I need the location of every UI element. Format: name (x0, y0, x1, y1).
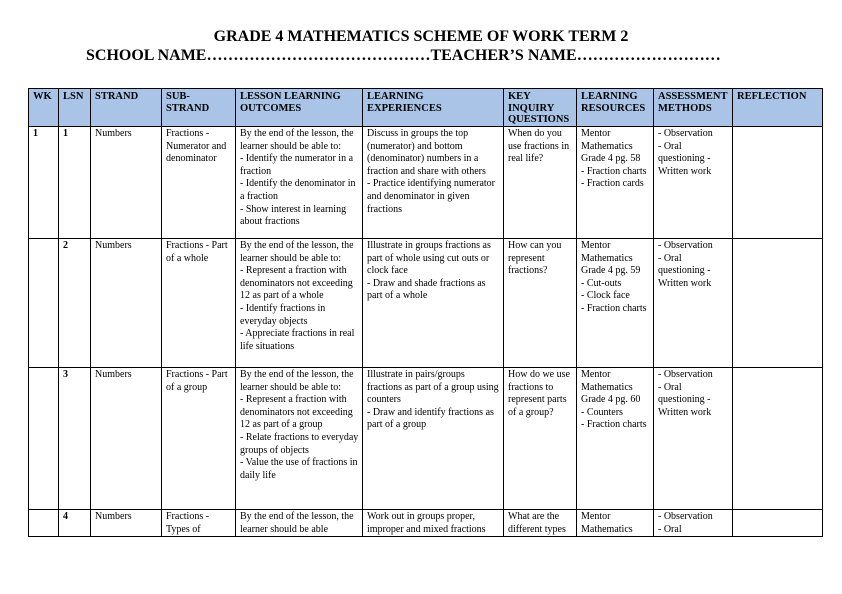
resources-cell: Mentor Mathematics Grade 4 pg. 58 - Fraction charts - Fraction cards (577, 127, 654, 239)
header-outcomes: LESSON LEARNING OUTCOMES (236, 89, 363, 127)
header-experiences: LEARNING EXPERIENCES (363, 89, 504, 127)
week-cell (29, 368, 59, 510)
header-assessment: ASSESSMENT METHODS (654, 89, 733, 127)
week-cell (29, 239, 59, 368)
assessment-cell: - Observation - Oral questioning - Written work (654, 239, 733, 368)
strand-cell: Numbers (91, 510, 162, 537)
header-questions: KEY INQUIRY QUESTIONS (504, 89, 577, 127)
questions-cell: When do you use fractions in real life? (504, 127, 577, 239)
lesson-cell: 1 (59, 127, 91, 239)
questions-cell: How can you represent fractions? (504, 239, 577, 368)
reflection-cell (733, 127, 823, 239)
header-sub-strand: SUB-STRAND (162, 89, 236, 127)
table-row (29, 239, 823, 368)
resources-cell: Mentor Mathematics (577, 510, 654, 537)
table-row (29, 368, 823, 510)
header-lsn: LSN (59, 89, 91, 127)
outcomes-cell: By the end of the lesson, the learner should be able (236, 510, 363, 537)
lesson-cell: 2 (59, 239, 91, 368)
strand-cell: Numbers (91, 368, 162, 510)
experiences-cell: Illustrate in pairs/groups fractions as part of a group using counters - Draw and identify fractions as part of a group (363, 368, 504, 510)
reflection-cell (733, 510, 823, 537)
week-cell (29, 510, 59, 537)
table-row (29, 510, 823, 537)
week-cell: 1 (29, 127, 59, 239)
sub-strand-cell: Fractions - Numerator and denominator (162, 127, 236, 239)
page-title: GRADE 4 MATHEMATICS SCHEME OF WORK TERM 2 (213, 28, 629, 45)
assessment-cell: - Observation - Oral (654, 510, 733, 537)
strand-cell: Numbers (91, 239, 162, 368)
outcomes-cell: By the end of the lesson, the learner should be able to: - Represent a fraction with denominators not exceeding 12 as part of a group - Relate fractions to everyday groups of objects - Value the use of fractions in daily life (236, 368, 363, 510)
experiences-cell: Discuss in groups the top (numerator) and bottom (denominator) numbers in a fraction and share with others - Practice identifying numerator and denominator in given fractions (363, 127, 504, 239)
header-strand: STRAND (91, 89, 162, 127)
school-teacher-line: SCHOOL NAME……………………………………TEACHER’S NAME……………………… (86, 47, 721, 64)
sub-strand-cell: Fractions - Types of (162, 510, 236, 537)
sub-strand-cell: Fractions - Part of a group (162, 368, 236, 510)
sub-strand-cell: Fractions - Part of a whole (162, 239, 236, 368)
resources-cell: Mentor Mathematics Grade 4 pg. 59 - Cut-outs - Clock face - Fraction charts (577, 239, 654, 368)
header-reflection: REFLECTION (733, 89, 823, 127)
table-header-row (29, 89, 823, 127)
assessment-cell: - Observation - Oral questioning - Written work (654, 368, 733, 510)
experiences-cell: Work out in groups proper, improper and mixed fractions (363, 510, 504, 537)
scheme-of-work-table (28, 88, 823, 537)
table-row (29, 127, 823, 239)
header-resources: LEARNING RESOURCES (577, 89, 654, 127)
outcomes-cell: By the end of the lesson, the learner should be able to: - Identify the numerator in a fraction - Identify the denominator in a fraction - Show interest in learning about fractions (236, 127, 363, 239)
lesson-cell: 4 (59, 510, 91, 537)
outcomes-cell: By the end of the lesson, the learner should be able to: - Represent a fraction with denominators not exceeding 12 as part of a whole - Identify fractions in everyday objects - Appreciate fractions in real life situations (236, 239, 363, 368)
resources-cell: Mentor Mathematics Grade 4 pg. 60 - Counters - Fraction charts (577, 368, 654, 510)
strand-cell: Numbers (91, 127, 162, 239)
header-wk: WK (29, 89, 59, 127)
experiences-cell: Illustrate in groups fractions as part of whole using cut outs or clock face - Draw and shade fractions as part of a whole (363, 239, 504, 368)
lesson-cell: 3 (59, 368, 91, 510)
questions-cell: How do we use fractions to represent parts of a group? (504, 368, 577, 510)
assessment-cell: - Observation - Oral questioning - Written work (654, 127, 733, 239)
reflection-cell (733, 239, 823, 368)
reflection-cell (733, 368, 823, 510)
questions-cell: What are the different types (504, 510, 577, 537)
